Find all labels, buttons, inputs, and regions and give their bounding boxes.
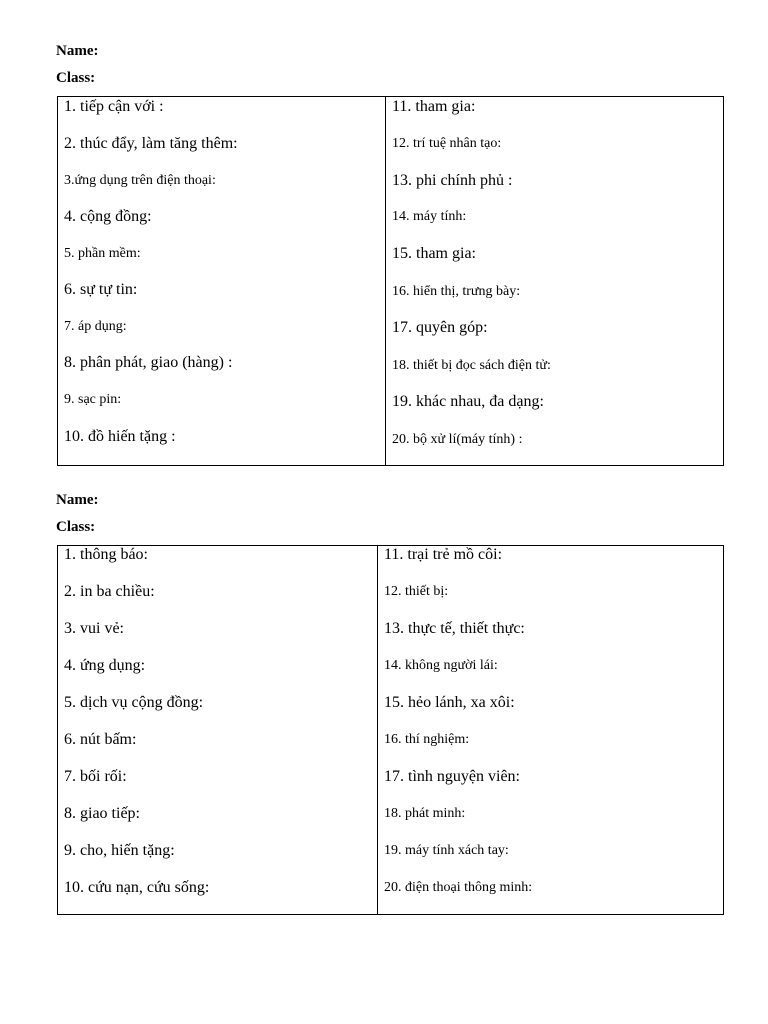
vocab-item: 15. hẻo lánh, xa xôi: xyxy=(384,694,515,711)
vocabulary-table xyxy=(57,545,724,915)
vocab-item: 20. điện thoại thông minh: xyxy=(384,880,533,895)
vocab-item: 16. hiển thị, trưng bày: xyxy=(392,284,521,299)
vocab-item: 10. đồ hiến tặng : xyxy=(64,428,176,445)
vocab-item: 8. giao tiếp: xyxy=(64,805,140,822)
vocab-item: 13. thực tế, thiết thực: xyxy=(384,620,525,637)
vocab-item: 18. thiết bị đọc sách điện tử: xyxy=(392,358,551,373)
vocab-item: 1. tiếp cận với : xyxy=(64,98,164,115)
vocab-item: 13. phi chính phủ : xyxy=(392,172,513,189)
vocab-item: 17. tình nguyện viên: xyxy=(384,768,520,785)
vocab-item: 19. khác nhau, đa dạng: xyxy=(392,393,544,410)
vocab-item: 12. thiết bị: xyxy=(384,584,449,599)
class-label: Class: xyxy=(56,70,96,86)
vocab-item: 17. quyên góp: xyxy=(392,319,488,336)
vocab-item: 6. nút bấm: xyxy=(64,731,137,748)
vocab-item: 11. trại trẻ mồ côi: xyxy=(384,546,503,563)
vocab-item: 14. không người lái: xyxy=(384,658,498,673)
vocab-item: 14. máy tính: xyxy=(392,209,467,224)
vocab-item: 3.ứng dụng trên điện thoại: xyxy=(64,173,216,188)
vocab-item: 12. trí tuệ nhân tạo: xyxy=(392,136,502,151)
vocab-item: 16. thí nghiệm: xyxy=(384,732,470,747)
vocab-item: 7. áp dụng: xyxy=(64,319,127,334)
vocab-item: 1. thông báo: xyxy=(64,546,148,563)
vocab-item: 4. ứng dụng: xyxy=(64,657,146,674)
name-label: Name: xyxy=(56,492,99,508)
vocab-item: 9. cho, hiến tặng: xyxy=(64,842,175,859)
vocab-item: 4. cộng đồng: xyxy=(64,208,152,225)
vocab-item: 2. thúc đẩy, làm tăng thêm: xyxy=(64,135,238,152)
vocab-item: 6. sự tự tin: xyxy=(64,281,138,298)
vocabulary-column-right xyxy=(377,546,723,914)
vocab-item: 19. máy tính xách tay: xyxy=(384,843,509,858)
vocab-item: 8. phân phát, giao (hàng) : xyxy=(64,354,233,371)
vocab-item: 11. tham gia: xyxy=(392,98,476,115)
vocab-item: 20. bộ xử lí(máy tính) : xyxy=(392,432,523,447)
vocabulary-table xyxy=(57,96,724,466)
vocabulary-column-right xyxy=(385,97,723,465)
vocabulary-column-left xyxy=(58,97,385,465)
vocab-item: 9. sạc pin: xyxy=(64,392,122,407)
vocab-item: 10. cứu nạn, cứu sống: xyxy=(64,879,210,896)
vocab-item: 7. bối rối: xyxy=(64,768,127,785)
vocab-item: 3. vui vẻ: xyxy=(64,620,124,637)
vocab-item: 18. phát minh: xyxy=(384,806,466,821)
vocabulary-column-left xyxy=(58,546,377,914)
vocab-item: 2. in ba chiều: xyxy=(64,583,155,600)
vocab-item: 15. tham gia: xyxy=(392,245,476,262)
name-label: Name: xyxy=(56,43,99,59)
vocab-item: 5. phần mềm: xyxy=(64,246,141,261)
class-label: Class: xyxy=(56,519,96,535)
vocab-item: 5. dịch vụ cộng đồng: xyxy=(64,694,204,711)
